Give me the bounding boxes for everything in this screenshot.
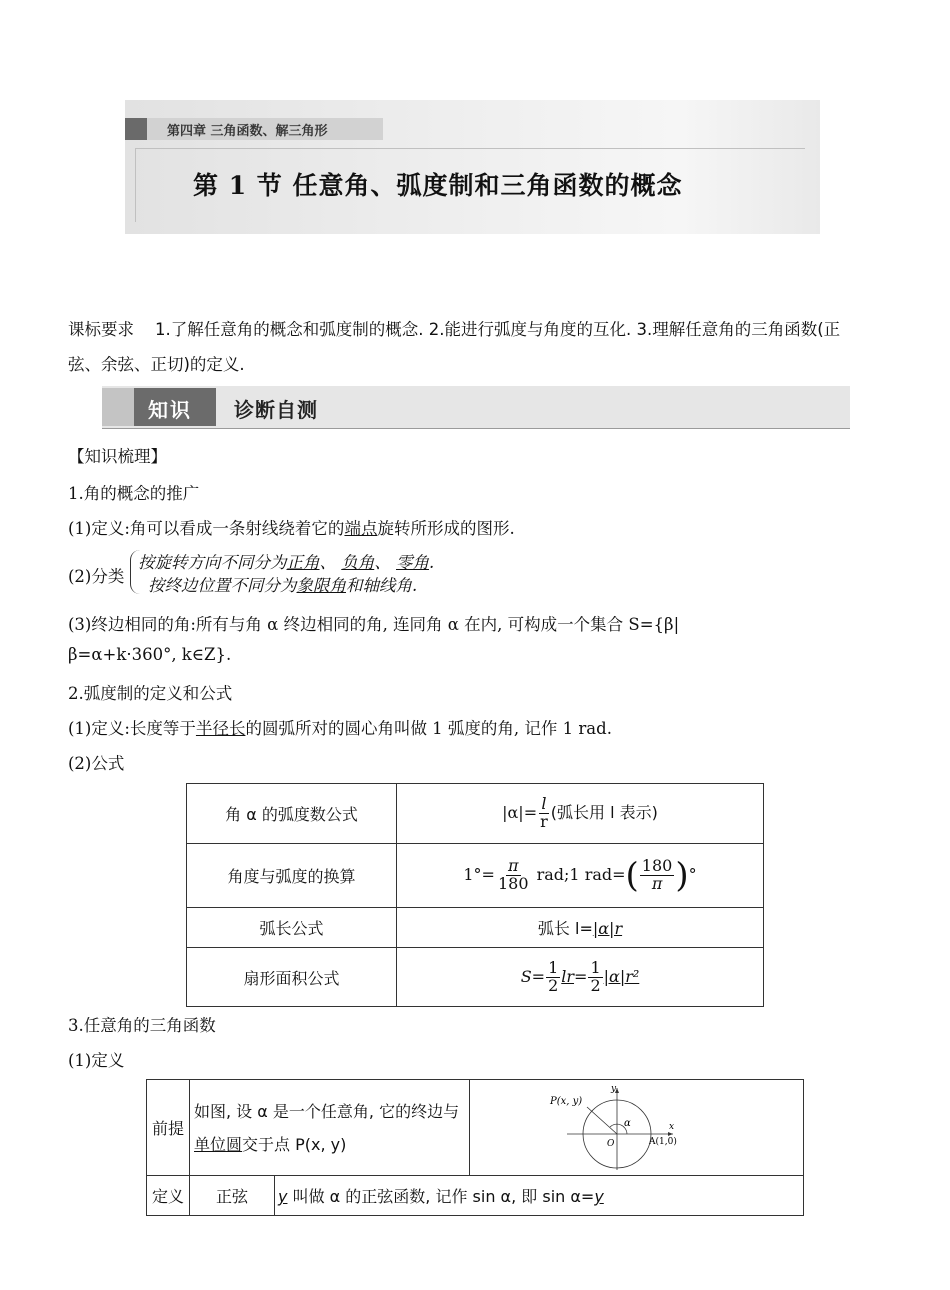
r1-note: (弧长用 l 表示) — [550, 803, 658, 822]
table-cell: 角 α 的弧度数公式 — [187, 784, 397, 844]
table-row — [187, 948, 764, 1007]
fraction — [546, 957, 560, 995]
cls2-post: 和轴线角. — [346, 576, 418, 595]
r4-eq: = — [574, 966, 588, 986]
def-angle-post: 旋转所形成的图形. — [377, 519, 515, 538]
frac-num: 1 — [548, 957, 559, 977]
r4-blank-1: lr — [561, 966, 575, 986]
cls2-quadrant: 象限角 — [296, 576, 346, 595]
frac-den: r — [540, 812, 548, 831]
frac-num: 180 — [641, 856, 673, 876]
radian-def-post: 的圆弧所对的圆心角叫做 1 弧度的角, 记作 1 rad. — [245, 719, 612, 738]
sine-blank-2: y — [594, 1187, 604, 1206]
requirements-text: 1.了解任意角的概念和弧度制的概念. 2.能进行弧度与角度的互化. 3.理解任意角的三角函数(正弦、余弦、正切)的定义. — [68, 320, 841, 374]
premise-pre: 如图, 设 α 是一个任意角, 它的终边与 — [194, 1101, 460, 1121]
coterminal-line-1: (3)终边相同的角:所有与角 α 终边相同的角, 连同角 α 在内, 可构成一个集合 S={β| — [68, 615, 680, 634]
def-angle-blank: 端点 — [344, 519, 378, 538]
formula-label: (2)公式 — [68, 754, 125, 773]
table-row — [147, 1080, 804, 1176]
table-cell: 前提 — [147, 1080, 190, 1176]
r3-blank: |α|r — [592, 919, 623, 938]
point-p-label: P(x, y) — [549, 1095, 582, 1107]
fraction — [588, 957, 602, 995]
table-row — [147, 1176, 804, 1216]
r2-degree: ° — [688, 865, 697, 884]
table-cell: 定义 — [147, 1176, 190, 1216]
course-requirements — [68, 312, 873, 382]
table-cell — [397, 948, 764, 1007]
cls1-sep: 、 — [374, 553, 391, 572]
radian-def-blank: 半径长 — [195, 719, 246, 738]
paren-right: ) — [675, 855, 689, 896]
r1-lhs: |α|= — [502, 803, 538, 822]
radian-def-line — [68, 715, 612, 739]
classification-line-1 — [138, 549, 434, 573]
x-axis-label: x — [668, 1121, 674, 1132]
classification-label: (2)分类 — [68, 567, 125, 586]
radian-def-pre: (1)定义:长度等于 — [68, 719, 196, 738]
cls1-pre: 按旋转方向不同分为 — [138, 553, 287, 572]
frac-num: π — [507, 856, 519, 876]
table-row — [187, 844, 764, 908]
chapter-label: 第四章 三角函数、解三角形 — [167, 124, 328, 139]
premise-post: 交于点 P(x, y) — [242, 1134, 347, 1154]
section-dark-label: 知识 — [148, 398, 192, 422]
cls1-negative: 负角 — [341, 553, 375, 572]
fraction — [538, 796, 550, 831]
heading-3: 3.任意角的三角函数 — [68, 1016, 216, 1035]
table-cell — [397, 784, 764, 844]
r3-pre: 弧长 l= — [537, 919, 593, 938]
table-cell: 弧长公式 — [187, 908, 397, 948]
chapter-banner — [125, 100, 820, 234]
section-bar-accent — [102, 388, 134, 426]
trig-def-label: (1)定义 — [68, 1051, 125, 1070]
fraction — [640, 858, 675, 893]
trig-definition-table — [146, 1079, 804, 1216]
premise-blank: 单位圆 — [194, 1134, 243, 1154]
frac-num: l — [541, 794, 547, 814]
def-angle-pre: (1)定义:角可以看成一条射线绕着它的 — [68, 519, 345, 538]
cls1-positive: 正角 — [286, 553, 320, 572]
frac-den: 2 — [590, 975, 601, 995]
def-angle-line — [68, 515, 515, 539]
radian-formula-table — [186, 783, 764, 1007]
table-cell — [275, 1176, 804, 1216]
frac-den: 2 — [548, 975, 559, 995]
origin-label: O — [606, 1138, 614, 1149]
cls1-sep: 、 — [319, 553, 336, 572]
heading-1: 1.角的概念的推广 — [68, 484, 200, 503]
x-axis-arrow — [668, 1132, 673, 1136]
table-row — [187, 784, 764, 844]
table-cell — [190, 1080, 470, 1176]
sine-mid: 叫做 α 的正弦函数, 记作 sin α, 即 sin α= — [292, 1187, 595, 1206]
alpha-label: α — [623, 1117, 631, 1129]
table-row — [187, 908, 764, 948]
paren-left: ( — [625, 855, 639, 896]
frac-den: π — [651, 874, 663, 893]
frac-num: 1 — [590, 957, 601, 977]
banner-rule-vertical — [135, 148, 136, 222]
knowledge-title: 【知识梳理】 — [68, 447, 167, 466]
coterminal-line-2: β=α+k·360°, k∈Z}. — [68, 645, 232, 664]
r4-blank-2: |α|r² — [603, 966, 640, 986]
unit-circle-figure — [547, 1082, 727, 1170]
figure-cell — [470, 1080, 804, 1176]
frac-den: 180 — [497, 874, 529, 893]
cls1-zero: 零角 — [396, 553, 429, 572]
table-cell: 角度与弧度的换算 — [187, 844, 397, 908]
r2-mid: rad;1 rad= — [536, 865, 626, 884]
cls1-end: . — [429, 553, 435, 572]
r2-a: 1°= — [463, 865, 495, 884]
table-cell — [397, 908, 764, 948]
fraction — [496, 858, 531, 893]
y-axis-label: y — [610, 1083, 616, 1094]
table-cell: 扇形面积公式 — [187, 948, 397, 1007]
heading-2: 2.弧度制的定义和公式 — [68, 684, 233, 703]
cls2-pre: 按终边位置不同分为 — [148, 576, 297, 595]
table-cell: 正弦 — [190, 1176, 275, 1216]
sine-blank-1: y — [278, 1187, 288, 1206]
point-a-label: A(1,0) — [648, 1136, 677, 1147]
chapter-tab-marker — [125, 118, 147, 140]
banner-rule — [135, 148, 805, 149]
knowledge-section-bar — [102, 386, 850, 429]
r4-a: S= — [520, 966, 546, 986]
section-title: 第 1 节 任意角、弧度制和三角函数的概念 — [193, 171, 683, 200]
table-cell — [397, 844, 764, 908]
classification-line-2 — [148, 572, 417, 596]
requirements-label: 课标要求 — [68, 320, 134, 339]
terminal-side — [587, 1107, 617, 1134]
section-label: 诊断自测 — [234, 398, 318, 422]
